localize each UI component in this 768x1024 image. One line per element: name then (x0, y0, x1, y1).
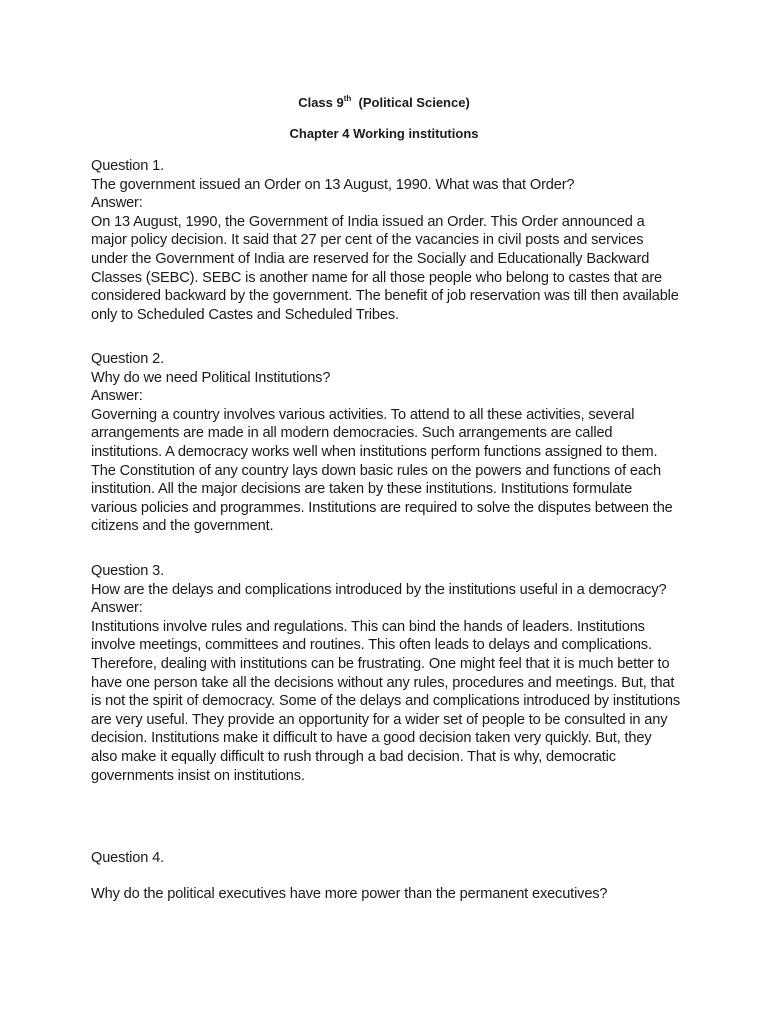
answer-label: Answer: (91, 388, 143, 405)
class-title (0, 95, 768, 111)
question-block-2 (91, 350, 681, 536)
class-title-subject: (Political Science) (351, 95, 470, 110)
chapter-title: Chapter 4 Working institutions (289, 126, 479, 141)
question-label: Question 1. (91, 158, 164, 174)
answer-label: Answer: (91, 600, 143, 617)
question-block-4 (91, 849, 681, 903)
answer-text: Governing a country involves various activities. To attend to all these activities, several arrangements are made in all modern democracies. Such arrangements are called institutions. A democracy works well when institutions perform functions assigned to them. The Constitution of any country lays down basic rules on the powers and functions of each institution. All the major decisions are taken by these institutions. Institutions formulate various policies and programmes. Institutions are required to solve the disputes between the citizens and the government. (91, 406, 673, 535)
question-text: How are the delays and complications introduced by the institutions useful in a democracy? (91, 581, 667, 598)
question-text: The government issued an Order on 13 August, 1990. What was that Order? (91, 176, 575, 193)
class-title-superscript: th (343, 93, 352, 103)
answer-label: Answer: (91, 195, 143, 212)
question-label: Question 4. (91, 850, 164, 866)
question-label: Question 3. (91, 563, 164, 579)
question-block-3 (91, 562, 681, 785)
question-label: Question 2. (91, 351, 164, 367)
answer-text: On 13 August, 1990, the Government of India issued an Order. This Order announced a major policy decision. It said that 27 per cent of the vacancies in civil posts and services under the Government of India are reserved for the Socially and Educationally Backward Classes (SEBC). SEBC is another name for all those people who belong to castes that are considered backward by the government. The benefit of job reservation was till then available only to Scheduled Castes and Scheduled Tribes. (91, 213, 679, 323)
class-title-prefix: Class 9 (298, 95, 344, 110)
question-text: Why do the political executives have more power than the permanent executives? (91, 885, 608, 902)
question-block-1 (91, 157, 681, 324)
answer-text: Institutions involve rules and regulations. This can bind the hands of leaders. Institutions involve meetings, committees and routines. This often leads to delays and complications. Therefore, dealing with institutions can be frustrating. One might feel that it is much better to have one person take all the decisions without any rules, procedures and meetings. But, that is not the spirit of democracy. Some of the delays and complications introduced by institutions are very useful. They provide an opportunity for a wider set of people to be consulted in any decision. Institutions make it difficult to have a good decision taken very quickly. But, they also make it equally difficult to rush through a bad decision. That is why, democratic governments insist on institutions. (91, 618, 680, 784)
question-text: Why do we need Political Institutions? (91, 369, 331, 386)
